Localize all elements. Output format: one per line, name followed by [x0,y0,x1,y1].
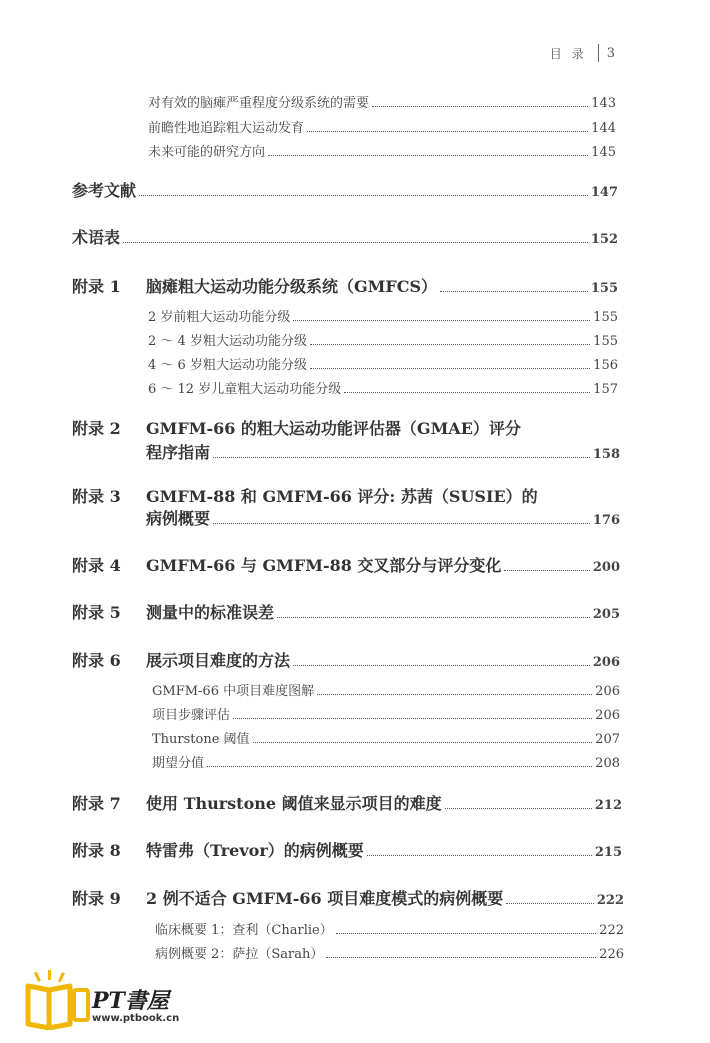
toc-page-number: 143 [591,96,616,111]
appendix-label: 附录 1 [72,277,121,296]
appendix-label: 附录 5 [72,603,121,622]
leader-dots [336,933,596,934]
leader-dots [367,855,592,856]
appendix-label: 附录 8 [72,841,121,860]
toc-entry-text: 2 岁前粗大运动功能分级 [148,310,291,325]
toc-page-number: 145 [591,145,616,160]
running-header [550,44,615,62]
toc-entry-text: 使用 Thurstone 阈值来显示项目的难度 [146,794,442,813]
watermark-url: www.ptbook.cn [92,1013,180,1024]
leader-dots [372,106,588,107]
leader-dots [310,368,590,369]
toc-page-number: 144 [591,121,616,136]
toc-entry-appendix-3-cont[interactable] [146,506,620,529]
toc-entry-text: 测量中的标准误差 [146,603,275,622]
watermark-brand: PT書屋 [92,988,169,1014]
toc-entry-glossary[interactable] [72,225,618,248]
toc-page-number: 200 [592,560,620,575]
toc-entry-appendix-9[interactable] [72,886,624,909]
toc-page-number: 206 [595,708,620,723]
toc-entry-text: 2 例不适合 GMFM-66 项目难度模式的病例概要 [146,889,504,908]
toc-entry[interactable] [148,117,616,136]
toc-entry-text: 临床概要 1：查利（Charlie） [155,923,333,938]
leader-dots [506,903,594,904]
leader-dots [344,392,590,393]
header-divider [598,44,599,62]
leader-dots [440,291,588,292]
toc-entry-text: 6 ～ 12 岁儿童粗大运动功能分级 [148,382,342,397]
appendix-label: 附录 3 [72,487,121,506]
toc-page-number: 206 [592,655,620,670]
toc-entry-text: 项目步骤评估 [152,708,231,723]
toc-entry[interactable] [152,704,620,723]
toc-page-number: 212 [594,798,622,813]
leader-dots [445,808,592,809]
leader-dots [307,131,588,132]
leader-dots [293,320,590,321]
toc-entry-appendix-1[interactable] [72,274,618,297]
toc-entry-text: GMFM-88 和 GMFM-66 评分: 苏茜（SUSIE）的 [146,487,538,506]
toc-page-number: 215 [594,845,622,860]
appendix-label: 附录 4 [72,556,121,575]
toc-entry-text: GMFM-66 中项目难度图解 [152,684,315,699]
toc-entry-references[interactable] [72,178,618,201]
leader-dots [293,665,590,666]
toc-entry-text: 期望分值 [152,756,205,771]
toc-page-number: 176 [592,513,620,528]
leader-dots [139,195,588,196]
leader-dots [233,718,592,719]
toc-entry-appendix-2-cont[interactable] [146,440,620,463]
toc-entry-text: 未来可能的研究方向 [148,145,266,160]
toc-entry-appendix-4[interactable] [72,553,620,576]
toc-entry[interactable] [148,354,618,373]
leader-dots [310,344,590,345]
toc-page-number: 155 [593,310,618,325]
toc-entry-text: 特雷弗（Trevor）的病例概要 [146,841,364,860]
header-page-number: 3 [606,45,615,61]
appendix-label: 附录 2 [72,419,121,438]
toc-page-number: 205 [592,607,620,622]
toc-entry-text: 参考文献 [72,181,137,200]
toc-entry-appendix-3[interactable] [72,484,538,507]
toc-entry-appendix-8[interactable] [72,838,622,861]
appendix-label: 附录 7 [72,794,121,813]
leader-dots [123,242,588,243]
toc-entry-text: 程序指南 [146,443,211,462]
toc-entry-text: 术语表 [72,228,121,247]
toc-entry-text: 对有效的脑瘫严重程度分级系统的需要 [148,96,370,111]
toc-entry[interactable] [148,141,616,160]
toc-entry-appendix-7[interactable] [72,791,622,814]
appendix-label: 附录 6 [72,651,121,670]
toc-page-number: 207 [595,732,620,747]
toc-entry-text: 4 ～ 6 岁粗大运动功能分级 [148,358,307,373]
toc-page-number: 222 [596,893,624,908]
toc-page-number: 222 [599,923,624,938]
toc-entry[interactable] [152,728,620,747]
toc-entry-text: GMFM-66 的粗大运动功能评估器（GMAE）评分 [146,419,521,438]
header-section: 目录 [549,46,594,61]
leader-dots [213,523,590,524]
toc-entry[interactable] [148,330,618,349]
toc-entry-appendix-5[interactable] [72,600,620,623]
toc-entry-text: 展示项目难度的方法 [146,651,291,670]
toc-entry-text: GMFM-66 与 GMFM-88 交叉部分与评分变化 [146,556,502,575]
leader-dots [207,766,592,767]
toc-entry[interactable] [155,943,624,962]
toc-entry[interactable] [148,306,618,325]
toc-entry-text: 前瞻性地追踪粗大运动发育 [148,121,305,136]
leader-dots [277,617,590,618]
toc-page-number: 152 [590,232,618,247]
toc-entry-text: 病例概要 2：萨拉（Sarah） [155,947,324,962]
toc-entry[interactable] [148,378,618,397]
leader-dots [504,570,589,571]
toc-entry-appendix-6[interactable] [72,648,620,671]
toc-entry[interactable] [152,752,620,771]
toc-page-number: 155 [590,281,618,296]
toc-entry-appendix-2[interactable] [72,416,521,439]
appendix-label: 附录 9 [72,889,121,908]
toc-page-number: 226 [599,947,624,962]
toc-page-number: 157 [593,382,618,397]
toc-page-number: 206 [595,684,620,699]
leader-dots [268,155,588,156]
toc-page-number: 158 [592,447,620,462]
toc-entry-text: Thurstone 阈值 [152,732,250,747]
leader-dots [317,694,592,695]
toc-entry-text: 脑瘫粗大运动功能分级系统（GMFCS） [146,277,438,296]
leader-dots [253,742,593,743]
toc-page-number: 147 [590,185,618,200]
toc-entry[interactable] [155,919,624,938]
toc-entry[interactable] [148,92,616,111]
toc-page-number: 155 [593,334,618,349]
toc-page-number: 156 [593,358,618,373]
toc-entry-text: 病例概要 [146,509,211,528]
toc-entry-text: 2 ～ 4 岁粗大运动功能分级 [148,334,307,349]
toc-entry[interactable] [152,680,620,699]
toc-page-number: 208 [595,756,620,771]
leader-dots [213,457,590,458]
leader-dots [326,957,596,958]
